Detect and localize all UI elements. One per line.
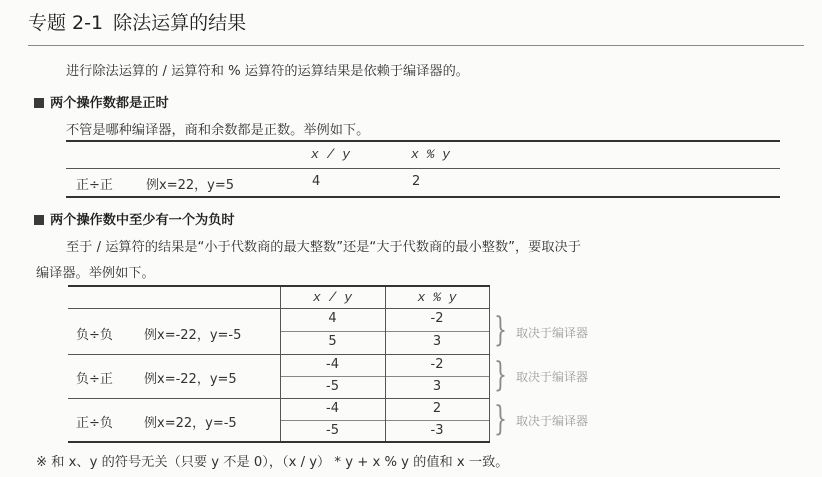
table2-header-remainder: x % y [417,290,457,305]
table2-row-label: 正÷负 [76,416,113,431]
table2-cell: 5 [328,334,337,349]
table2-col-divider [489,287,490,441]
section2-text-line1: 至于 / 运算符的结果是“小于代数商的最大整数”还是“大于代数商的最小整数”，要取决于 [66,240,581,255]
table2-top-rule [68,285,490,287]
table2-row-rule [68,354,490,355]
compiler-note: 取决于编译器 [516,370,589,384]
page-title [28,8,256,35]
brace-icon: } [494,399,507,439]
table2-cell: 3 [432,379,442,394]
table1-row-example: 例x=22，y=5 [146,178,234,193]
table2-header-quotient: x / y [312,290,352,305]
table2-cell: -4 [326,401,339,416]
table2-cell: -5 [326,423,339,438]
table2-cell: -2 [430,357,444,372]
table2-cell: -4 [326,357,339,372]
table2-row-example: 例x=-22，y=5 [144,372,237,387]
section1-text: 不管是哪种编译器，商和余数都是正数。举例如下。 [66,123,370,138]
section2-heading-text: 两个操作数中至少有一个为负时 [50,213,235,228]
table2-cell: 2 [432,401,442,416]
table1-cell-remainder: 2 [412,174,421,189]
table2-row-label: 负÷负 [76,328,113,343]
table2-header-rule [68,308,490,309]
table1-header-rule [66,168,780,169]
table2-row-example: 例x=22，y=-5 [144,416,237,431]
table2-cell: 4 [328,311,337,326]
table1-header-remainder: x % y [411,147,451,162]
table1-row-label: 正÷正 [76,178,113,193]
table2-cell: 3 [432,334,442,349]
footnote: ※ 和 x、y 的符号无关（只要 y 不是 0），（x / y） * y + x % y 的值和 x 一致。 [36,455,509,470]
square-bullet-icon [34,98,44,108]
table2-row-rule [68,398,490,399]
title-text: 除法运算的结果 [113,12,247,34]
table1-cell-quotient: 4 [312,174,321,189]
intro-text: 进行除法运算的 / 运算符和 % 运算符的运算结果是依赖于编译器的。 [66,64,469,79]
brace-icon: } [494,310,507,350]
table1-top-rule [66,140,780,142]
section2-text-line2: 编译器。举例如下。 [36,266,155,281]
table2-cell: -3 [430,423,444,438]
compiler-note: 取决于编译器 [516,414,589,428]
table2-cell: -5 [326,379,339,394]
title-divider [28,45,804,46]
brace-icon: } [494,355,507,395]
section1-heading-text: 两个操作数都是正时 [50,96,169,111]
table2-row-label: 负÷正 [76,372,113,387]
table2-bottom-rule [68,441,490,443]
square-bullet-icon [34,215,44,225]
table1-bottom-rule [66,196,780,198]
table2-cell: -2 [430,311,444,326]
section2-heading [34,209,235,228]
title-number: 专题 2-1 [28,12,104,34]
section1-heading [34,92,169,111]
table1-header-quotient: x / y [311,147,351,162]
table2-row-example: 例x=-22，y=-5 [144,328,242,343]
compiler-note: 取决于编译器 [516,326,589,340]
